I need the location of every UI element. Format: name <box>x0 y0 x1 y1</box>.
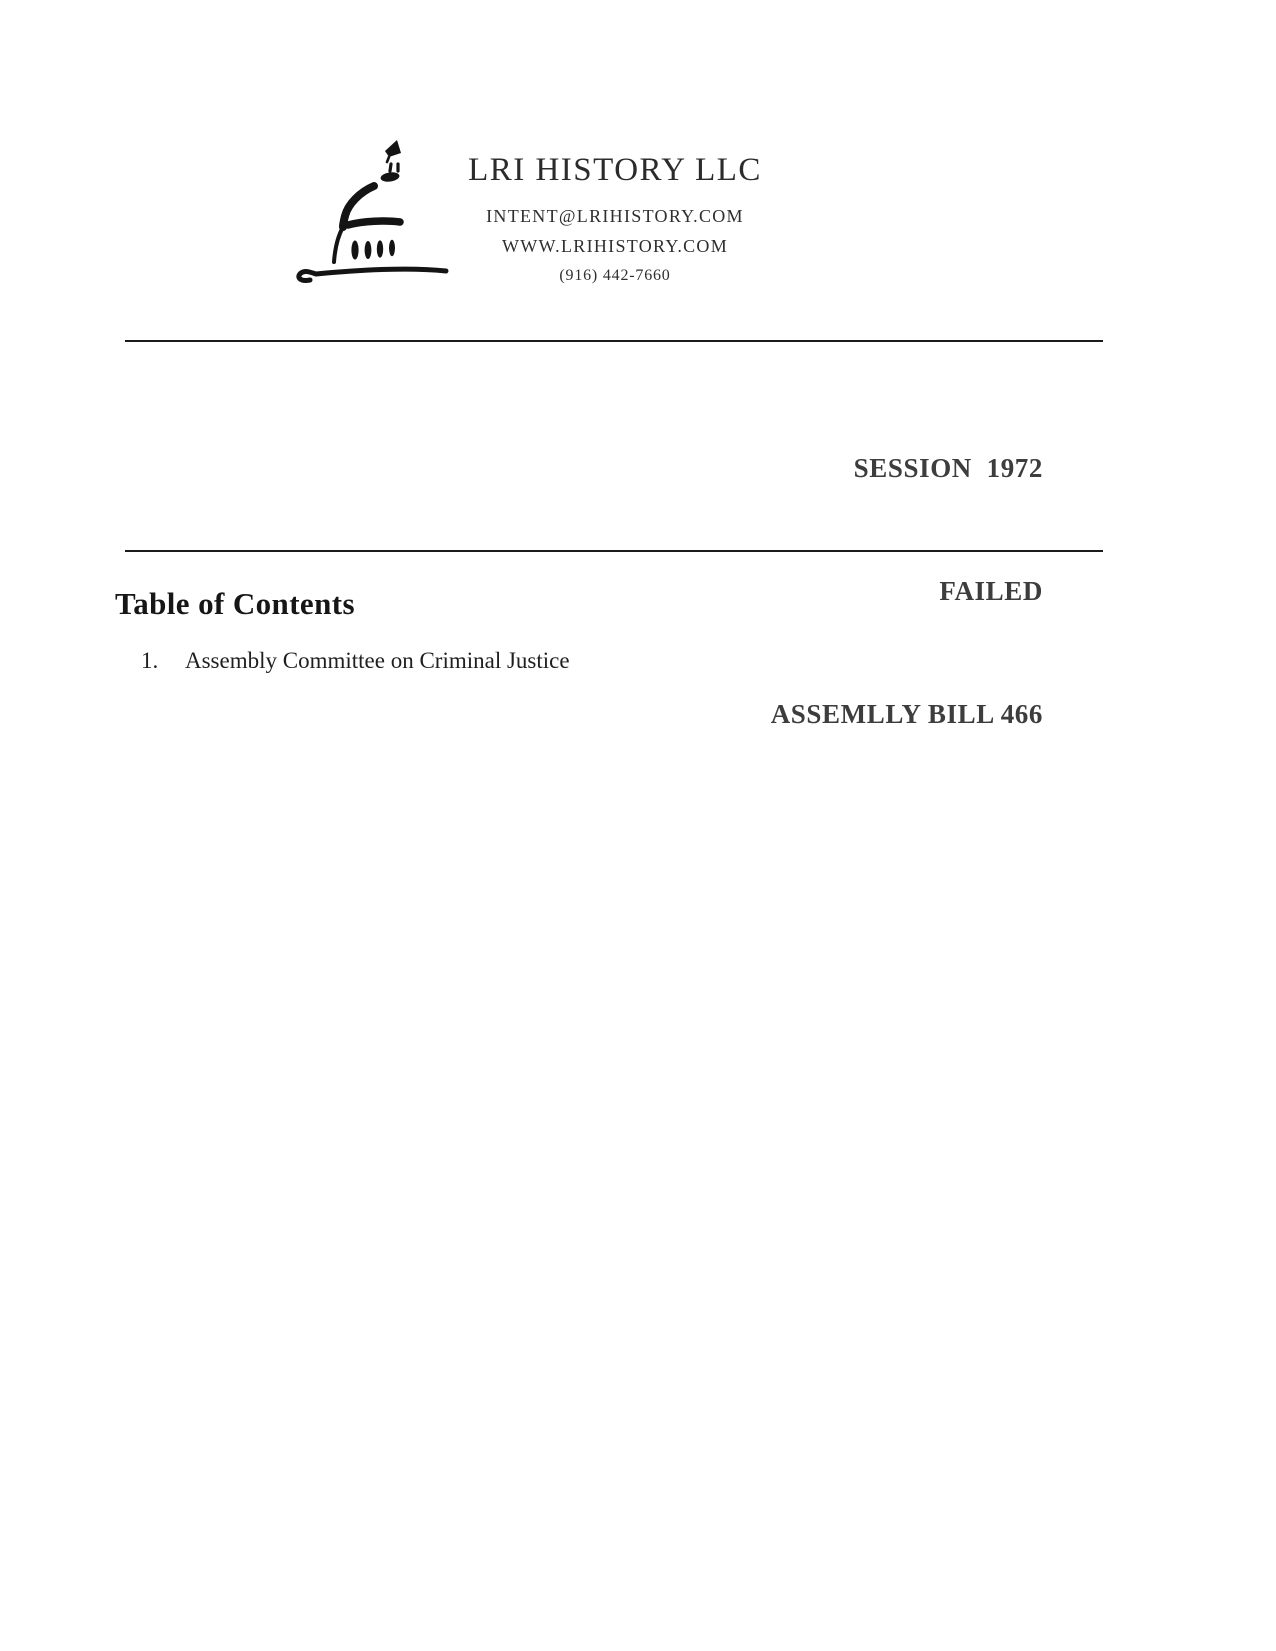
company-email: INTENT@LRIHISTORY.COM <box>486 206 744 226</box>
toc-heading: Table of Contents <box>115 586 355 621</box>
status-line: FAILED <box>939 576 1043 606</box>
bill-line: ASSEMLLY BILL 466 <box>770 699 1043 729</box>
company-phone: (916) 442-7660 <box>559 267 671 284</box>
toc-item-number: 1. <box>141 648 159 673</box>
letterhead <box>420 152 810 285</box>
bill-info-block <box>771 366 1043 817</box>
company-website: WWW.LRIHISTORY.COM <box>501 236 729 256</box>
toc-item <box>141 648 570 674</box>
toc-item-label: Assembly Committee on Criminal Justice <box>185 648 570 673</box>
company-name: LRI HISTORY LLC <box>468 152 762 188</box>
divider-top <box>125 340 1103 342</box>
session-line: SESSION 1972 <box>853 453 1043 483</box>
toc-list <box>141 648 570 674</box>
